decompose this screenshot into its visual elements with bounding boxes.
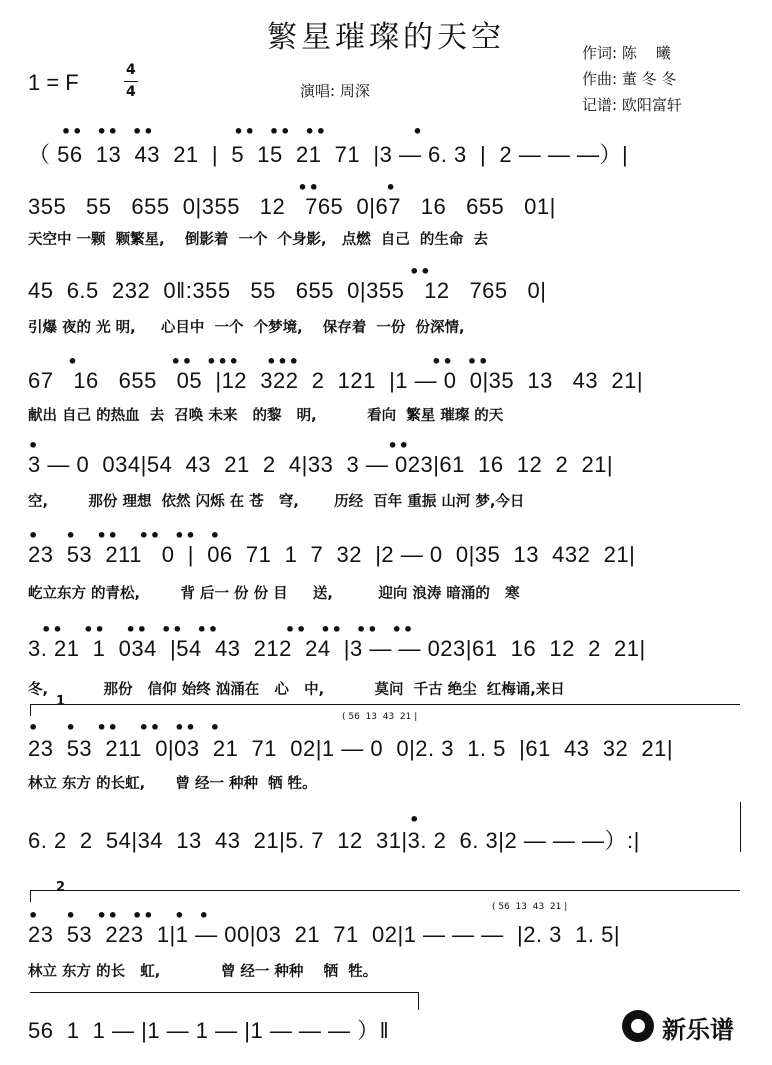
notation-line: 23 53 211 0 | 06 71 1 7 32 |2 — 0 0|35 13 432 21| <box>28 542 636 567</box>
intro-cue: ( 56 13 43 21 | <box>342 712 418 722</box>
song-title: 繁星璀璨的天空 <box>267 20 505 55</box>
volta-bracket-2 <box>30 890 740 891</box>
key-signature: 1 = F <box>28 70 79 95</box>
lyric-line: 冬, 那份 信仰 始终 汹涌在 心 中, 莫问 千古 绝尘 红梅诵,来日 <box>28 682 565 698</box>
octave-dots: • • •• •• • • <box>28 906 210 925</box>
notation-line: 23 53 211 0|03 21 71 02|1 — 0 0|2. 3 1. 5 |61 43 32 21| <box>28 736 674 761</box>
notation-line: 56 1 1 — |1 — 1 — |1 — — — ）‖ <box>28 1018 390 1043</box>
logo-text: 新乐谱 <box>662 1016 734 1044</box>
volta-bracket-2-tail <box>30 992 418 993</box>
notation-line: 3. 21 1 034 |54 43 212 24 |3 — — 023|61 16 12 2 21| <box>28 636 646 661</box>
notation-line: （ 56 13 43 21 | 5 15 21 71 |3 — 6. 3 | 2 — — —）| <box>28 142 629 167</box>
octave-dots: • •• ••• ••• •• •• <box>28 352 490 371</box>
notation-line: 6. 2 2 54|34 13 43 21|5. 7 12 31|3. 2 6. 3|2 — — —）:| <box>28 828 640 853</box>
site-logo <box>622 1008 762 1048</box>
notation-line: 3 — 0 034|54 43 21 2 4|33 3 — 023|61 16 12 2 21| <box>28 452 614 477</box>
octave-dots: • • •• •• •• • <box>28 526 222 545</box>
volta-number-2: 2 <box>56 880 66 895</box>
lyric-line: 林立 东方 的长 虹, 曾 经一 种种 牺 牲。 <box>28 964 378 980</box>
octave-dots: •• <box>28 262 432 281</box>
lyric-line: 林立 东方 的长虹, 曾 经一 种种 牺 牲。 <box>28 776 317 792</box>
lyric-line: 空, 那份 理想 依然 闪烁 在 苍 穹, 历经 百年 重振 山河 梦,今日 <box>28 494 525 510</box>
volta-bracket-2-edge <box>30 890 31 902</box>
octave-dots: • •• <box>28 436 410 455</box>
lyricist-credit: 作词: 陈 曦 <box>582 44 671 62</box>
transcriber-credit: 记谱: 欧阳富轩 <box>582 96 682 114</box>
octave-dots: •• •• •• •• •• •• • <box>28 122 424 141</box>
intro-cue: ( 56 13 43 21 | <box>492 902 568 912</box>
octave-dots: • <box>28 810 421 829</box>
singer-credit: 演唱: 周深 <box>300 82 370 100</box>
volta-bracket-2-right <box>418 992 419 1010</box>
volta-bracket-1-right <box>740 802 741 852</box>
octave-dots: •• • <box>28 178 397 197</box>
volta-bracket-1 <box>30 704 740 705</box>
time-signature-bottom: 4 <box>126 84 136 100</box>
volta-bracket-1-edge <box>30 704 31 716</box>
lyric-line: 屹立东方 的青松, 背 后一 份 份 目 送, 迎向 浪涛 暗涌的 寒 <box>28 586 520 602</box>
notation-line: 67 16 655 05 |12 322 2 121 |1 — 0 0|35 13 43 21| <box>28 368 644 393</box>
notation-line: 23 53 223 1|1 — 00|03 21 71 02|1 — — — |2. 3 1. 5| <box>28 922 621 947</box>
octave-dots: • • •• •• •• • <box>28 718 222 737</box>
notation-line: 45 6.5 232 0‖:355 55 655 0|355 12 765 0| <box>28 278 547 303</box>
lyric-line: 天空中 一颗 颗繁星, 倒影着 一个 个身影, 点燃 自己 的生命 去 <box>28 232 488 248</box>
lyric-line: 献出 自己 的热血 去 召唤 未来 的黎 明, 看向 繁星 璀璨 的天 <box>28 408 504 424</box>
volta-number-1: 1 <box>56 694 66 709</box>
music-note-icon <box>622 1010 654 1042</box>
time-signature-top: 4 <box>126 62 136 78</box>
composer-credit: 作曲: 董 冬 冬 <box>582 70 677 88</box>
octave-dots: •• •• •• •• •• •• •• •• •• <box>28 620 415 639</box>
notation-line: 355 55 655 0|355 12 765 0|67 16 655 01| <box>28 194 556 219</box>
lyric-line: 引爆 夜的 光 明, 心目中 一个 个梦境, 保存着 一份 份深情, <box>28 320 465 336</box>
time-signature-divider <box>124 81 138 82</box>
